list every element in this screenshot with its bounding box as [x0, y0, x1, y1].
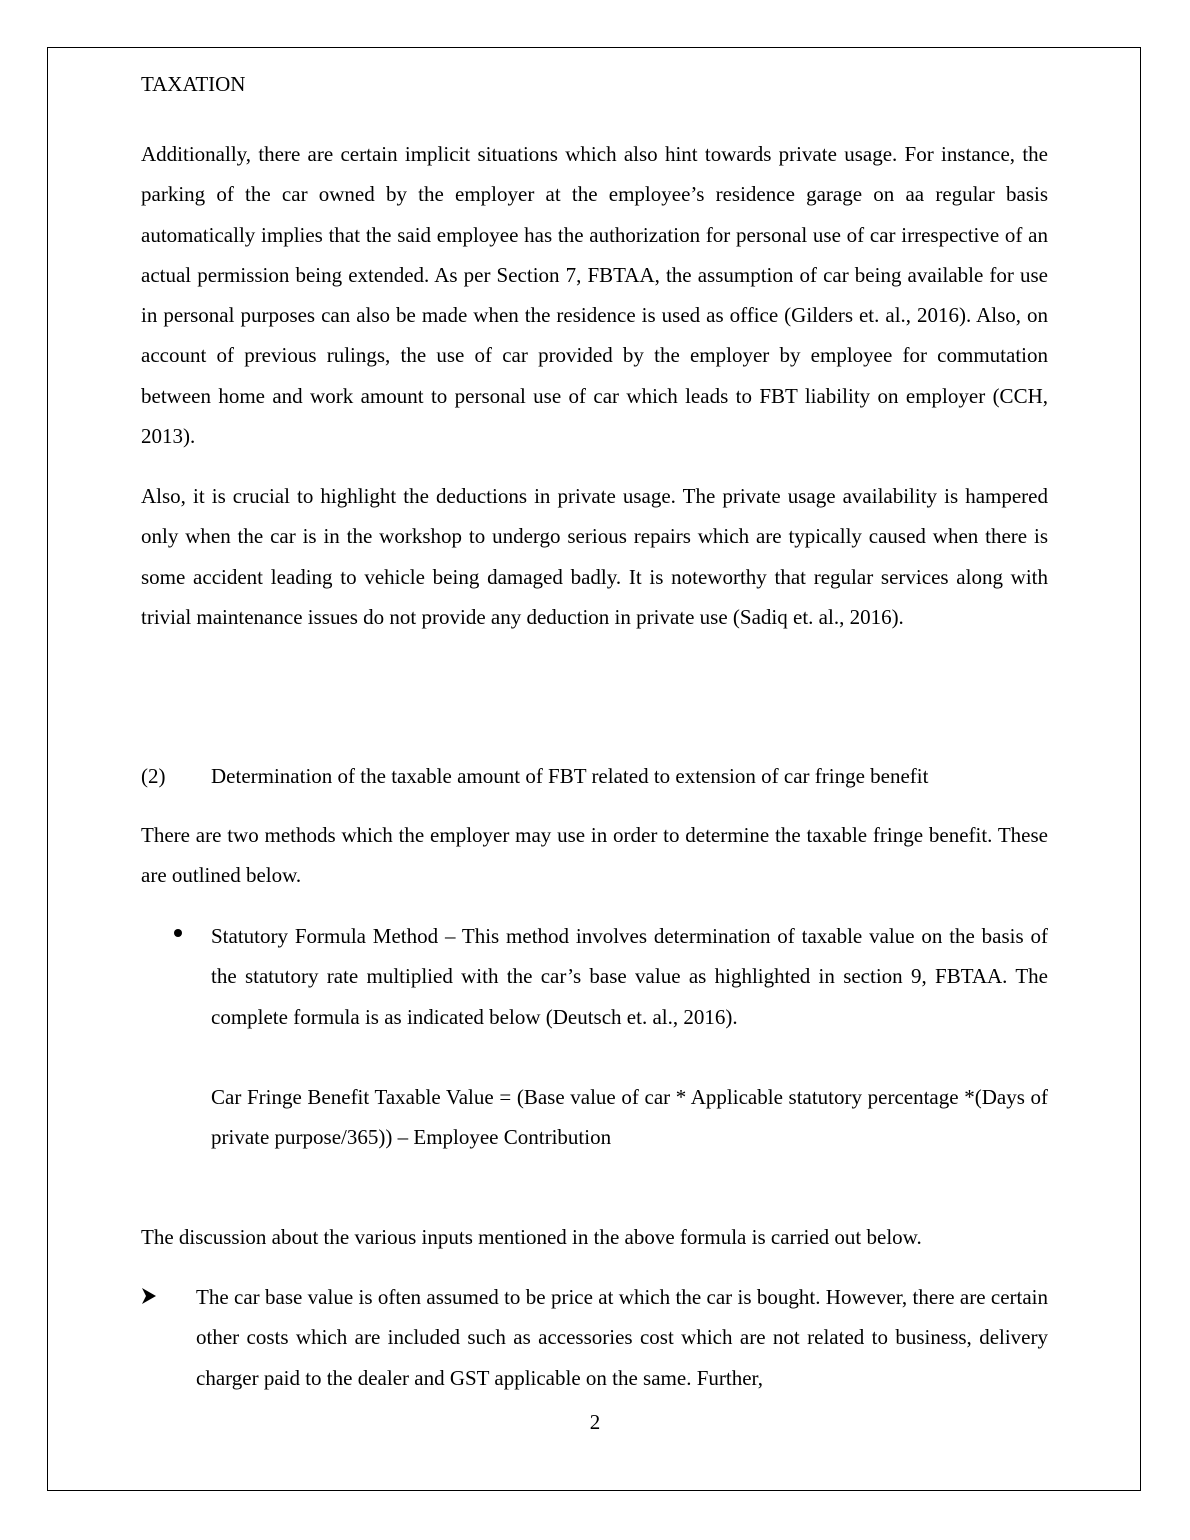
- running-header: TAXATION: [141, 72, 246, 96]
- page-number: 2: [589, 1410, 601, 1434]
- arrow-bullet-icon: [141, 1287, 157, 1305]
- paragraph-private-usage: Additionally, there are certain implicit situations which also hint towards private usage. For instance, the parking of the car owned by the employer at the employee’s residence garage on aa regular basis automatically implies that the said employee has the authorization for personal use of car irrespective of an actual permission being extended. As per Section 7, FBTAA, the assumption of car being available for use in personal purposes can also be made when the residence is used as office (Gilders et. al., 2016). Also, on account of previous rulings, the use of car provided by the employer by employee for commutation between home and work amount to personal use of car which leads to FBT liability on employer (CCH, 2013).: [141, 142, 1048, 449]
- paragraph-inputs-intro: The discussion about the various inputs mentioned in the above formula is carried out below.: [141, 1225, 922, 1249]
- bullet-text: Statutory Formula Method – This method involves determination of taxable value on the basis of the statutory rate multiplied with the car’s base value as highlighted in section 9, FBTAA. The complete formula is as indicated below (Deutsch et. al., 2016).: [211, 924, 1048, 1029]
- paragraph-methods-intro: There are two methods which the employer may use in order to determine the taxable fringe benefit. These are outlined below.: [141, 823, 1048, 888]
- section-number: (2): [141, 764, 166, 788]
- section-title: Determination of the taxable amount of FBT related to extension of car fringe benefit: [211, 764, 929, 788]
- arrow-item-text: The car base value is often assumed to be price at which the car is bought. However, there are certain other costs which are included such as accessories cost which are not related to business, delivery charger paid to the dealer and GST applicable on the same. Further,: [196, 1285, 1048, 1390]
- paragraph-deductions: Also, it is crucial to highlight the deductions in private usage. The private usage availability is hampered only when the car is in the workshop to undergo serious repairs which are typically caused when there is some accident leading to vehicle being damaged badly. It is noteworthy that regular services along with trivial maintenance issues do not provide any deduction in private use (Sadiq et. al., 2016).: [141, 484, 1048, 629]
- formula-text: Car Fringe Benefit Taxable Value = (Base value of car * Applicable statutory percentage *(Days of private purpose/365)) – Employee Contribution: [211, 1085, 1048, 1150]
- bullet-dot-icon: [174, 929, 182, 937]
